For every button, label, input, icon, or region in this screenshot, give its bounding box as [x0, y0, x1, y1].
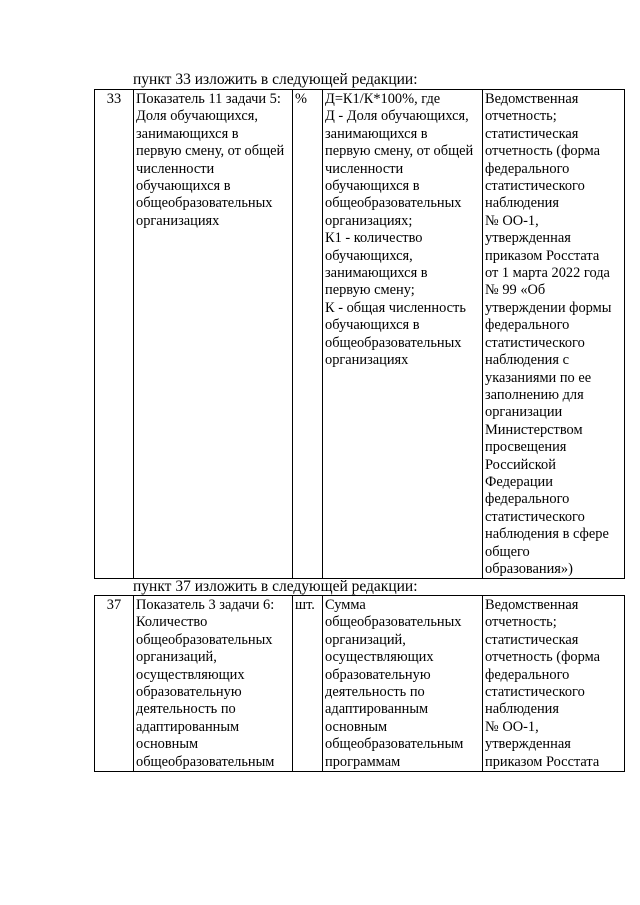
amendment-table-37: [94, 595, 625, 772]
indicator-cell: Показатель 3 задачи 6: Количество общеобразовательных организаций, осуществляющих образовательную деятельность по адаптированным основным общеобразовательным: [134, 596, 293, 772]
amendment-intro-37: пункт 37 изложить в следующей редакции:: [133, 578, 418, 595]
indicator-cell: Показатель 11 задачи 5: Доля обучающихся, занимающихся в первую смену, от общей численности обучающихся в общеобразовательных организациях: [134, 90, 293, 579]
table-row: [95, 596, 625, 772]
amendment-table-33: [94, 89, 625, 579]
formula-cell: Д=К1/К*100%, где Д - Доля обучающихся, занимающихся в первую смену, от общей численности обучающихся в общеобразовательных организациях; К1 - количество обучающихся, занимающихся в первую смену; К - общая численность обучающихся в общеобразовательных организациях: [323, 90, 483, 579]
unit-cell: %: [293, 90, 323, 579]
unit-cell: шт.: [293, 596, 323, 772]
row-number: 33: [95, 90, 134, 579]
amendment-intro-33: пункт 33 изложить в следующей редакции:: [133, 71, 418, 88]
table-row: [95, 90, 625, 579]
source-cell: Ведомственная отчетность; статистическая отчетность (форма федерального статистического наблюдения № ОО-1, утвержденная приказом Росстата: [483, 596, 625, 772]
formula-cell: Сумма общеобразовательных организаций, осуществляющих образовательную деятельность по адаптированным основным общеобразовательным программам: [323, 596, 483, 772]
row-number: 37: [95, 596, 134, 772]
source-cell: Ведомственная отчетность; статистическая отчетность (форма федерального статистического наблюдения № ОО-1, утвержденная приказом Росстата от 1 марта 2022 года № 99 «Об утверждении формы федерального статистического наблюдения с указаниями по ее заполнению для организации Министерством просвещения Российской Федерации федерального статистического наблюдения в сфере общего образования»): [483, 90, 625, 579]
